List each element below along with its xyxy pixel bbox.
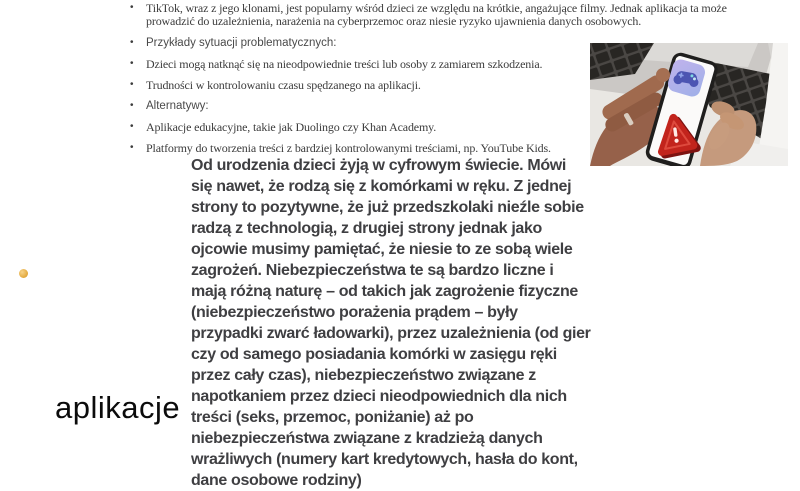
yellow-dot-icon — [19, 269, 28, 278]
list-item-text: Trudności w kontrolowaniu czasu spędzanego na aplikacji. — [146, 78, 421, 92]
list-item-text: Przykłady sytuacji problematycznych: — [146, 37, 337, 49]
bullet-marker: • — [130, 100, 134, 111]
bullet-marker: • — [130, 2, 134, 13]
bullet-marker: • — [130, 58, 134, 69]
bullet-marker: • — [130, 142, 134, 153]
bullet-marker: • — [130, 37, 134, 48]
photo-phone-warning — [590, 43, 788, 166]
list-item-text: Platformy do tworzenia treści z bardziej kontrolowanymi treściami, np. YouTube Kids. — [146, 141, 551, 155]
slide-title: aplikacje — [55, 390, 181, 425]
left-fingertip — [656, 68, 670, 82]
body-text: Od urodzenia dzieci żyją w cyfrowym świecie. Mówi się nawet, że rodzą się z komórkami w ręku. Z jednej strony to pozytywne, że już przedszkolaki nieźle sobie radzą z technologią, z drugiej strony jednak jako ojcowie musimy pamiętać, że niesie to ze sobą wiele zagrożeń. Niebezpieczeństwa te są bardzo liczne i mają różną naturę – od takich jak zagrożenie fizyczne (niebezpieczeństwo porażenia prądem – były przypadki zwarć ładowarki), przez uzależnienia (od gier czy od samego posiadania komórki w zasięgu ręki przez cały czas), niebezpieczeństwo związane z napotkaniem przez dzieci nieodpowiednich dla nich treści (seks, przemoc, poniżanie) aż po niebezpieczeństwa związane z kradzieżą danych wrażliwych (numery kart kredytowych, hasła do kont, dane osobowe rodziny) — [191, 157, 591, 489]
list-item-text: TikTok, wraz z jego klonami, jest popularny wśród dzieci ze względu na krótkie, angażujące filmy. Jednak aplikacja ta może prowadzić do uzależnienia, narażenia na cyberprzemoc oraz niesie ryzyko ujawnienia danych osobowych. — [146, 1, 727, 28]
bullet-marker: • — [130, 79, 134, 90]
bullet-marker: • — [130, 121, 134, 132]
list-item — [130, 2, 778, 27]
list-item-text: Dzieci mogą natknąć się na nieodpowiednie treści lub osoby z zamiarem szkodzenia. — [146, 57, 543, 71]
list-item-text: Alternatywy: — [146, 100, 209, 112]
list-item-text: Aplikacje edukacyjne, takie jak Duolingo czy Khan Academy. — [146, 120, 437, 134]
